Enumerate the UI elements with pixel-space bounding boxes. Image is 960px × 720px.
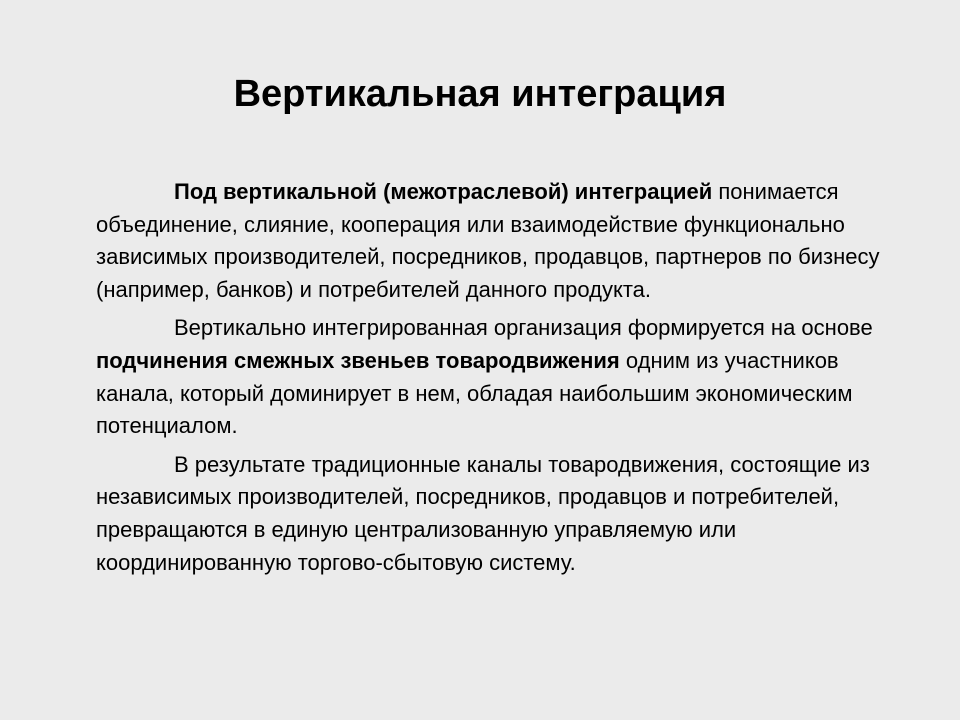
paragraph-1 [96,176,896,306]
paragraph-2-text-after: одним из участников канала, который доминирует в нем, обладая наибольшим экономическим потенциалом. [96,347,853,439]
slide-title: Вертикальная интеграция [233,73,727,115]
paragraph-1-bold-lead: Под вертикальной (межотраслевой) интеграцией [174,179,713,204]
slide-body [96,176,896,585]
paragraph-2-text-before: Вертикально интегрированная организация формируется на основе [174,315,873,341]
paragraph-3-text: В результате традиционные каналы товародвижения, состоящие из независимых производителей, посредников, продавцов и потребителей, превращаются в единую централизованную управляемую или координированную торгово-сбытовую систему. [96,451,870,575]
paragraph-3 [96,449,896,579]
paragraph-2-bold-phrase: подчинения смежных звеньев товародвижения [96,347,620,373]
paragraph-2 [96,312,896,442]
paragraph-1-text: понимается объединение, слияние, кооперация или взаимодействие функционально зависимых производителей, посредников, продавцов, партнеров по бизнесу (например, банков) и потребителей данного продукта. [96,179,880,302]
